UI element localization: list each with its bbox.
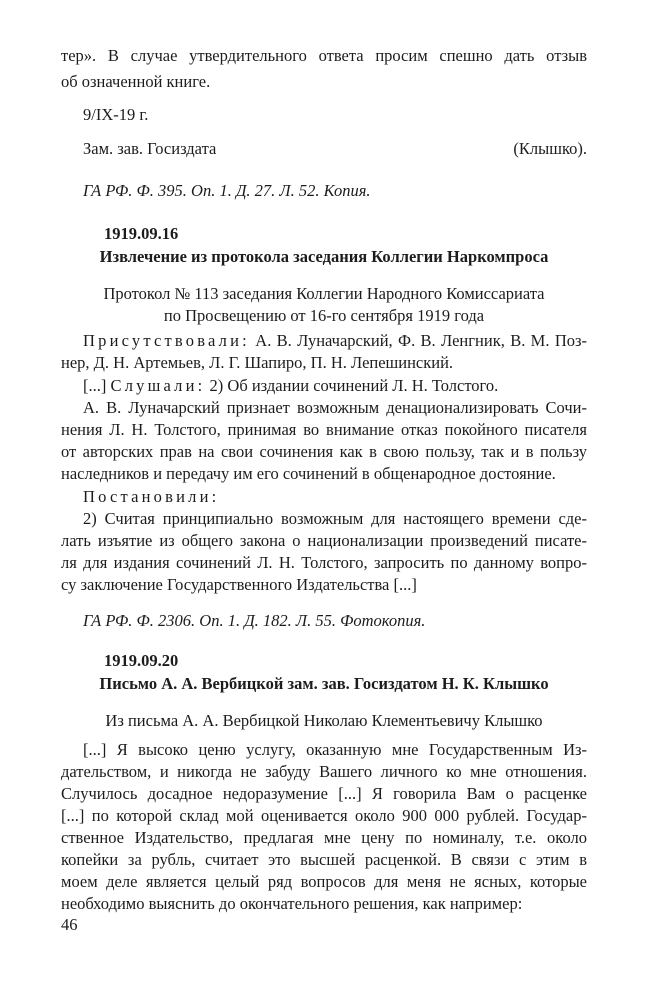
paragraph-line: нения Л. Н. Толстого, принимая во внимание отказ покойного писателя bbox=[61, 420, 587, 439]
heard-line bbox=[61, 375, 609, 397]
present-names-cont: нер, Д. Н. Артемьев, Л. Г. Шапиро, П. Н. Лепешинский. bbox=[61, 353, 454, 372]
signer-title: Зам. зав. Госиздата bbox=[83, 139, 217, 158]
paragraph-line: необходимо выяснить до окончательного решения, как например: bbox=[61, 894, 523, 913]
section-date: 1919.09.20 bbox=[104, 651, 179, 670]
paragraph-line: ственное Издательство, предлагая мне цену по номиналу, т.е. около bbox=[61, 828, 587, 847]
section-subtitle: Протокол № 113 заседания Коллегии Народного Комиссариата bbox=[103, 284, 545, 303]
resolved-label: Постановили: bbox=[83, 487, 220, 506]
text-line: об означенной книге. bbox=[61, 72, 211, 91]
heard-label: Слушали: bbox=[110, 376, 206, 395]
section-date: 1919.09.16 bbox=[104, 224, 179, 243]
section-subtitle: Из письма А. А. Вербицкой Николаю Клементьевичу Клышко bbox=[105, 711, 543, 730]
paragraph-line: дательством, и никогда не забуду Вашего личного ко мне отношения. bbox=[61, 762, 587, 781]
page-number: 46 bbox=[61, 915, 78, 934]
section-heading: Письмо А. А. Вербицкой зам. зав. Госиздатом Н. К. Клышко bbox=[99, 674, 549, 693]
paragraph-line: су заключение Государственного Издательства [...] bbox=[61, 575, 417, 594]
paragraph-line: ля для издания сочинений Л. Н. Толстого, запросить по данному вопро- bbox=[61, 553, 587, 572]
paragraph-line: [...] по которой склад мой оценивается около 900 000 рублей. Государ- bbox=[61, 806, 587, 825]
present-names: А. В. Луначарский, Ф. В. Ленгник, В. М. Поз- bbox=[255, 331, 588, 350]
signature-row bbox=[61, 138, 587, 160]
paragraph-line: Случилось досадное недоразумение [...] Я говорила Вам о расценке bbox=[61, 784, 587, 803]
paragraph-line: лать изъятие из общего закона о национализации произведений писате- bbox=[61, 531, 587, 550]
present-line bbox=[61, 330, 587, 352]
paragraph-line: моем деле является целый ряд вопросов для меня не ясных, которые bbox=[61, 872, 587, 891]
paragraph-line: А. В. Луначарский признает возможным денационализировать Сочи- bbox=[83, 398, 587, 417]
archive-source: ГА РФ. Ф. 395. Оп. 1. Д. 27. Л. 52. Копия. bbox=[83, 181, 371, 200]
present-label: Присутствовали: bbox=[83, 331, 250, 350]
paragraph-line: 2) Считая принципиально возможным для настоящего времени сде- bbox=[83, 509, 587, 528]
paragraph-line: [...] Я высоко ценю услугу, оказанную мне Государственным Из- bbox=[83, 740, 587, 759]
section-heading: Извлечение из протокола заседания Коллегии Наркомпроса bbox=[99, 247, 549, 266]
ellipsis: [...] bbox=[83, 376, 107, 395]
section-subtitle: по Просвещению от 16-го сентября 1919 года bbox=[163, 306, 485, 325]
text-line: тер». В случае утвердительного ответа просим спешно дать отзыв bbox=[61, 46, 587, 65]
signer-name: (Клышко). bbox=[513, 139, 587, 158]
letter-date: 9/IX-19 г. bbox=[83, 105, 149, 124]
paragraph-line: от авторских прав на свои сочинения как в свою пользу, так и в пользу bbox=[61, 442, 587, 461]
paragraph-line: копейки за рубль, считает это высшей расценкой. В связи с этим в bbox=[61, 850, 587, 869]
paragraph-line: наследников и передачу им его сочинений в общенародное достояние. bbox=[61, 464, 556, 483]
archive-source: ГА РФ. Ф. 2306. Оп. 1. Д. 182. Л. 55. Фотокопия. bbox=[83, 611, 426, 630]
heard-text: 2) Об издании сочинений Л. Н. Толстого. bbox=[209, 376, 499, 395]
